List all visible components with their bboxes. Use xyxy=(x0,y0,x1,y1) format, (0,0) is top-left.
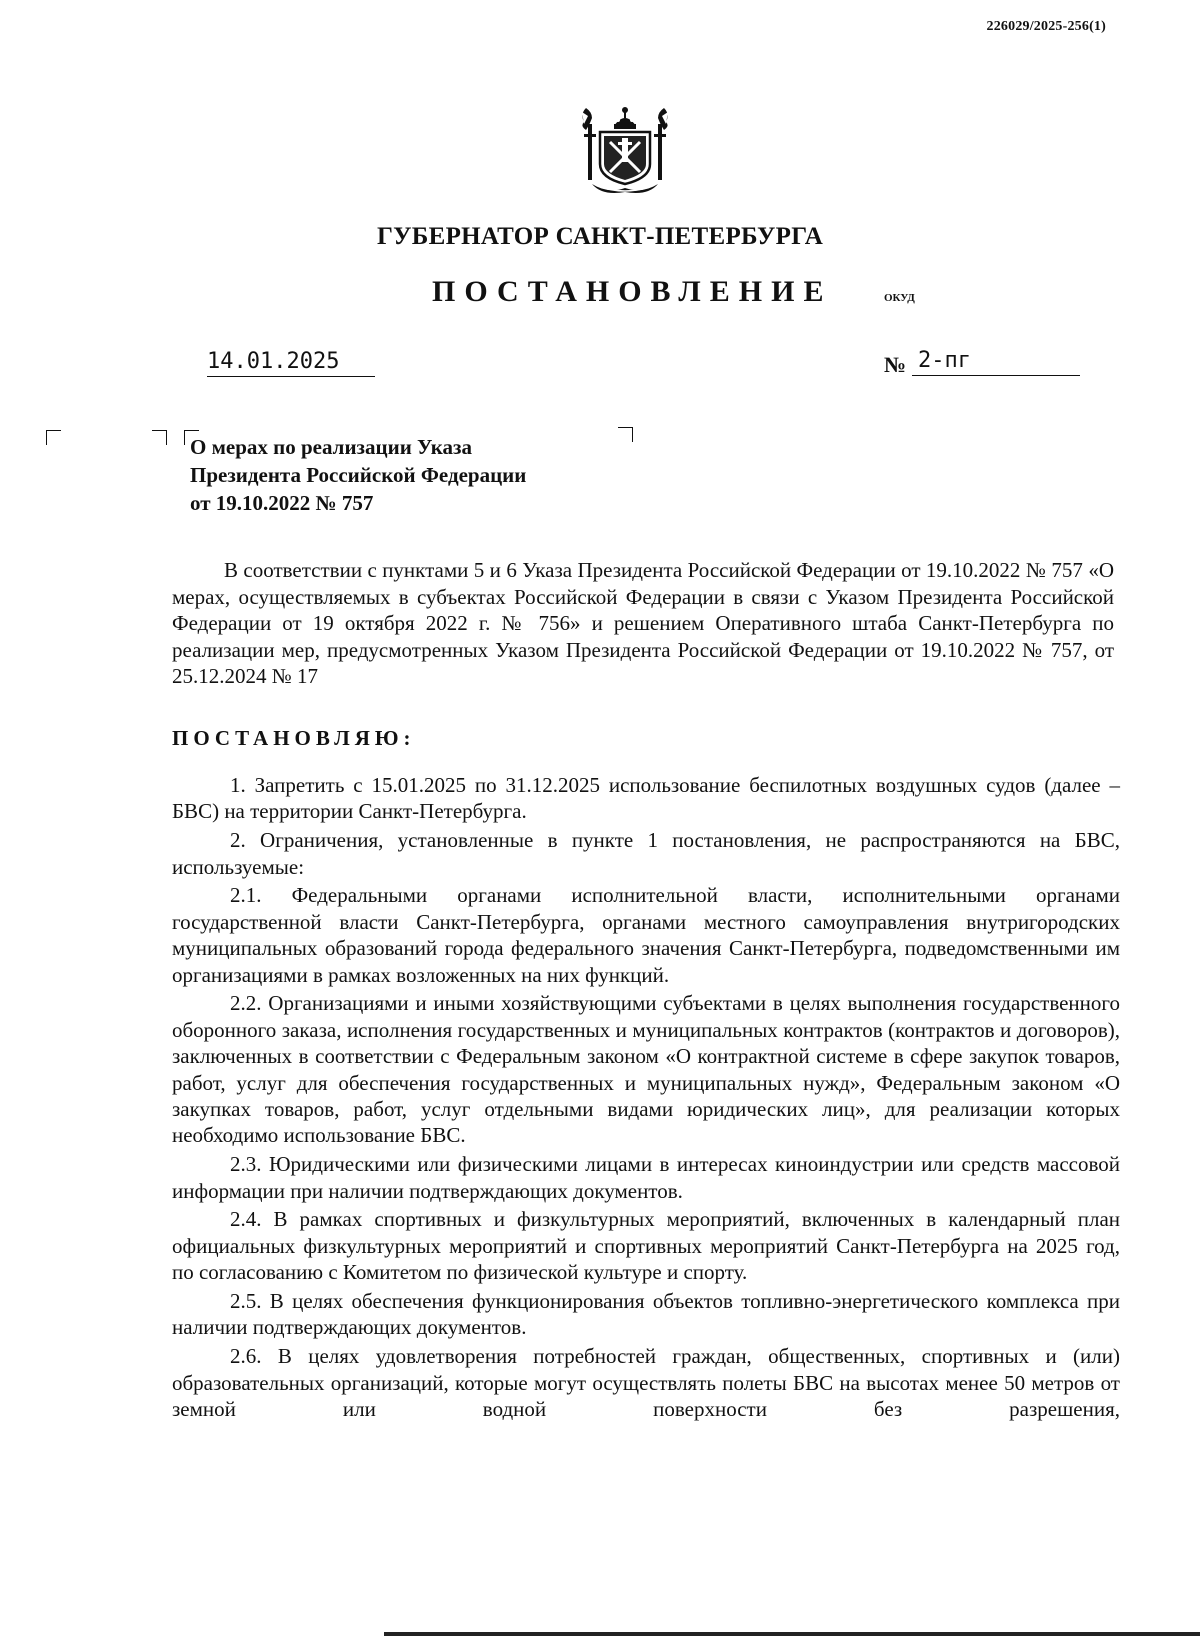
decree-item: 2.4. В рамках спортивных и физкультурных мероприятий, включенных в календарный план официальных физкультурных мероприятий и спортивных мероприятий Санкт-Петербурга на 2025 год, по согласованию с Комитетом по физической культуре и спорту. xyxy=(172,1207,1120,1285)
document-subject xyxy=(190,433,526,517)
number-underline xyxy=(912,375,1080,376)
subject-line: О мерах по реализации Указа xyxy=(190,435,472,459)
document-number-field xyxy=(884,348,1080,376)
subject-line: от 19.10.2022 № 757 xyxy=(190,491,374,515)
decree-item: 1. Запретить с 15.01.2025 по 31.12.2025 использование беспилотных воздушных судов (далее – БВС) на территории Санкт-Петербурга. xyxy=(172,773,1120,824)
preamble-paragraph xyxy=(172,557,1114,690)
decree-item: 2. Ограничения, установленные в пункте 1 постановления, не распространяются на БВС, используемые: xyxy=(172,828,1120,879)
decree-item: 2.3. Юридическими или физическими лицами в интересах киноиндустрии или средств массовой информации при наличии подтверждающих документов. xyxy=(172,1152,1120,1203)
decree-items xyxy=(172,772,1120,1425)
subject-corner-mark xyxy=(152,430,167,445)
decree-item: 2.6. В целях удовлетворения потребностей граждан, общественных, спортивных и (или) образовательных организаций, которые могут осуществлять полеты БВС на высотах менее 50 метров от земной или водной поверхности без разрешения, xyxy=(172,1344,1120,1422)
document-type: ПОСТАНОВЛЕНИЕ xyxy=(432,275,833,308)
preamble-text: В соответствии с пунктами 5 и 6 Указа Президента Российской Федерации от 19.10.2022 № 757 «О мерах, осуществляемых в субъектах Российской Федерации в связи с Указом Президента Российской Федерации от 19 октября 2022 г. № 756» и решением Оперативного штаба Санкт-Петербурга по реализации мер, предусмотренных Указом Президента Российской Федерации от 19.10.2022 № 757, от 25.12.2024 № 17 xyxy=(172,558,1114,688)
document-number: 2-пг xyxy=(918,348,971,373)
number-sign: № xyxy=(884,352,907,377)
scan-bottom-edge xyxy=(384,1632,1200,1636)
subject-line: Президента Российской Федерации xyxy=(190,463,527,487)
st-petersburg-coat-of-arms-icon xyxy=(578,104,672,196)
subject-corner-mark xyxy=(618,427,633,442)
decree-item: 2.1. Федеральными органами исполнительной власти, исполнительными органами государственной власти Санкт-Петербурга, органами местного самоуправления внутригородских муниципальных образований города федерального значения Санкт-Петербурга, подведомственными им организациями в рамках возложенных на них функций. xyxy=(172,883,1120,987)
decree-item: 2.2. Организациями и иными хозяйствующими субъектами в целях выполнения государственного оборонного заказа, исполнения государственных и муниципальных контрактов (контрактов и договоров), заключенных в соответствии с Федеральным законом «О контрактной системе в сфере закупок товаров, работ, услуг для обеспечения государственных и муниципальных нужд», Федеральным законом «О закупках товаров, работ, услуг отдельными видами юридических лиц», для реализации которых необходимо использование БВС. xyxy=(172,991,1120,1148)
okud-label: ОКУД xyxy=(884,292,915,304)
issuing-authority: ГУБЕРНАТОР САНКТ-ПЕТЕРБУРГА xyxy=(376,223,824,250)
decree-heading: ПОСТАНОВЛЯЮ: xyxy=(172,726,416,750)
decree-item: 2.5. В целях обеспечения функционирования объектов топливно-энергетического комплекса при наличии подтверждающих документов. xyxy=(172,1289,1120,1340)
registration-number: 226029/2025-256(1) xyxy=(986,19,1106,34)
document-date: 14.01.2025 xyxy=(207,350,375,377)
margin-corner-mark xyxy=(46,430,61,445)
